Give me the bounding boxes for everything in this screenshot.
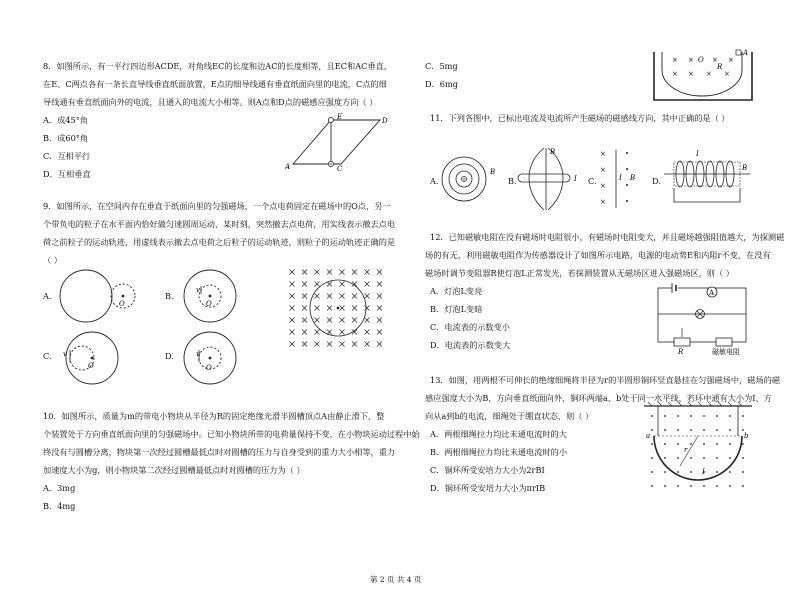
q9-line-2: 个带负电的粒子在水平面内恰好做匀速圆周运动，某时刻，突然撤去点电荷，用实线表示撤去点电	[43, 219, 396, 229]
field-dot-mark	[664, 415, 666, 417]
velocity-v: v	[196, 286, 200, 294]
point-o: O	[88, 362, 94, 370]
field-dot-mark	[742, 429, 744, 431]
field-dot-mark	[729, 471, 731, 473]
svg-text:×: ×	[600, 150, 606, 158]
svg-text:×: ×	[688, 70, 694, 78]
label-a: A	[285, 163, 291, 171]
field-dot-mark	[651, 429, 653, 431]
q12-option-b: B．灯泡L变暗	[430, 304, 483, 314]
field-dot-mark	[729, 485, 731, 487]
field-dot-mark	[729, 415, 731, 417]
q13-line-2: 感应强度大小为B，方向垂直纸面向外，铜环两端a、b处于同一水平线，若环中通有大小为I、方	[425, 393, 772, 403]
field-dot-mark	[742, 457, 744, 459]
q10-line-3: 终没有与圆槽分离，物块第一次经过圆槽最低点时对圆槽的压力与自身受到的重力大小相等，重力	[43, 447, 396, 457]
label-b: B	[742, 164, 748, 172]
label-b: B	[490, 168, 496, 176]
label-b: b	[744, 432, 749, 440]
q13-copper-ring-figure	[640, 400, 756, 496]
field-dot-mark	[703, 443, 705, 445]
q9-line-3: 荷之前粒子的运动轨迹，用虚线表示撤去点电荷之后粒子的运动轨迹，则粒子的运动轨迹正确的是	[43, 237, 396, 247]
label-i: I	[574, 175, 577, 183]
ammeter-label: A	[709, 289, 715, 297]
label-o: O	[698, 56, 704, 64]
field-dot-mark	[729, 443, 731, 445]
q12-line-2: 场的有无，利用磁敏电阻作为传感器设计了如图所示电路，电源的电动势E和内阻r不变，在没有	[425, 250, 771, 260]
q9-line-1: 9．如图所示，在空间内存在垂直于纸面向里的匀强磁场，一个点电荷固定在磁场中的O点，另一	[43, 201, 391, 211]
q11-option-a-figure	[440, 148, 504, 210]
q12-option-c: C．电流表的示数变小	[430, 322, 510, 332]
q9-line-4: （ ）	[43, 255, 62, 265]
q12-option-a: A．灯泡L变亮	[430, 286, 483, 296]
field-dot-mark	[651, 457, 653, 459]
field-dot-mark	[664, 443, 666, 445]
q11-line: 11．下列各图中，已标出电流及电流所产生磁场的磁感线方向，其中正确的是（ ）	[430, 113, 730, 123]
svg-text:×: ×	[672, 70, 678, 78]
q11-option-d-letter: D.	[652, 176, 661, 186]
field-dot-mark	[742, 471, 744, 473]
label-b: B	[630, 174, 636, 182]
q9-option-c-letter: C.	[43, 351, 52, 361]
field-dot-mark	[651, 415, 653, 417]
svg-text:×: ×	[706, 70, 712, 78]
field-dot-mark	[716, 457, 718, 459]
field-dot-mark	[729, 429, 731, 431]
label-i: I	[619, 174, 622, 182]
q9-option-a-figure	[58, 266, 148, 328]
svg-text:×: ×	[600, 166, 606, 174]
svg-text:×: ×	[712, 56, 718, 64]
field-dot-mark	[677, 443, 679, 445]
q10-line-4: 加速度大小为g，则小物块第二次经过圆槽最低点时对圆槽的压力为（ ）	[43, 465, 305, 475]
field-dot-mark	[690, 429, 692, 431]
svg-text:×: ×	[600, 198, 606, 206]
label-e: E	[337, 113, 343, 121]
q13-line-1: 13．如图，用两根不可伸长的绝缘细绳将半径为r的半圆形铜环竖直悬挂在匀强磁场中，磁场的磁	[430, 375, 781, 385]
q12-line-1: 12．已知磁敏电阻在没有磁场时电阻很小，有磁场时电阻变大，并且磁场越强阻值越大，为探测磁	[430, 232, 785, 242]
label-a: A	[743, 49, 749, 57]
q10-option-c: C．5mg	[425, 61, 458, 71]
q8-line-1: 8．如图所示，有一平行四边形ACDE，对角线EC的长度和边AC的长度相等，且EC和AC垂直，	[43, 61, 392, 71]
q11-option-d-figure	[662, 146, 752, 212]
label-r: R	[717, 63, 723, 71]
field-dot-mark	[677, 485, 679, 487]
q13-option-a: A．两根细绳拉力均比未通电流时的大	[430, 429, 567, 439]
q13-option-b: B．两根细绳拉力均比未通电流时的小	[430, 447, 568, 457]
q10-line-2: 个装置处于方向垂直纸面向里的匀强磁场中。已知小物块所带的电荷量保持不变，在小物块运动过程中始	[43, 429, 420, 439]
q10-option-b: B．4mg	[43, 501, 76, 511]
field-dot-mark	[716, 415, 718, 417]
field-dot-mark	[716, 443, 718, 445]
svg-text:×: ×	[728, 56, 734, 64]
field-dot-mark	[664, 457, 666, 459]
q9-magnetic-field-grid	[286, 266, 386, 350]
label-i: I	[702, 468, 705, 476]
label-c: C	[337, 165, 343, 172]
field-dot-mark	[716, 485, 718, 487]
field-dot-mark	[651, 471, 653, 473]
field-dot-mark	[664, 485, 666, 487]
q10-option-a: A．3mg	[43, 483, 76, 493]
field-dot-mark	[716, 471, 718, 473]
q13-line-3: 向从a到b的电流，细绳处于绷直状态，则（ ）	[425, 411, 594, 421]
field-dot-mark	[716, 429, 718, 431]
q10-groove-figure	[648, 48, 758, 106]
svg-text:×: ×	[724, 70, 730, 78]
field-dot-mark	[664, 471, 666, 473]
q11-option-b-figure	[516, 146, 586, 212]
svg-text:×: ×	[672, 56, 678, 64]
q10-option-d: D．6mg	[425, 79, 458, 89]
label-d: D	[382, 117, 388, 125]
sensor-label: 磁敏电阻	[712, 348, 740, 356]
point-o: O	[206, 364, 212, 372]
field-dot-mark	[742, 415, 744, 417]
field-dot-mark	[742, 443, 744, 445]
svg-text:×: ×	[688, 56, 694, 64]
label-a: a	[646, 432, 651, 440]
label-i: I	[696, 150, 699, 158]
field-dot-mark	[677, 471, 679, 473]
q9-option-b-letter: B.	[165, 291, 174, 301]
field-dot-mark	[677, 415, 679, 417]
q11-option-a-letter: A.	[430, 176, 439, 186]
q9-option-b-figure	[176, 266, 266, 328]
q8-option-a: A．成45°角	[43, 115, 88, 125]
q8-line-2: 在E、C两点各有一条长直导线垂直纸面放置，E点的细导线通有垂直纸面向里的电流，C点的细	[43, 79, 387, 89]
q9-option-d-figure	[176, 326, 266, 388]
label-r: R	[678, 348, 684, 356]
q13-option-c: C．铜环所受安培力大小为2rBI	[430, 465, 545, 475]
q13-option-d: D．铜环所受安培力大小为πrIB	[430, 483, 546, 493]
point-o: O	[206, 300, 212, 308]
velocity-v: v	[196, 350, 200, 358]
q12-line-3: 磁场时调节变阻器R使灯泡L正常发光，若探测装置从无磁场区进入强磁场区，则（ ）	[425, 268, 734, 278]
field-dot-mark	[690, 457, 692, 459]
q11-option-c-letter: C.	[588, 176, 597, 186]
field-dot-mark	[690, 471, 692, 473]
q9-option-c-figure	[58, 326, 148, 388]
q9-option-a-letter: A.	[43, 291, 52, 301]
svg-text:×: ×	[600, 182, 606, 190]
label-r: r	[684, 446, 688, 454]
q11-option-c-figure	[596, 146, 642, 212]
field-dot-mark	[651, 485, 653, 487]
field-dot-mark	[742, 485, 744, 487]
field-dot-mark	[677, 429, 679, 431]
label-b: B	[550, 148, 556, 156]
field-dot-mark	[664, 429, 666, 431]
q8-line-3: 导线通有垂直纸面向外的电流，且通入的电流大小相等。则A点和D点的磁感应强度方向（ ）	[43, 97, 378, 107]
q10-line-1: 10．如图所示，质量为m的带电小物块从半径为R的固定绝缘光滑半圆槽顶点A由静止滑下，整	[43, 411, 385, 421]
q12-option-d: D．电流表的示数变大	[430, 340, 511, 350]
field-dot-mark	[703, 415, 705, 417]
field-dot-mark	[703, 457, 705, 459]
field-dot-mark	[703, 485, 705, 487]
field-dot-mark	[703, 429, 705, 431]
field-dot-mark	[690, 443, 692, 445]
q8-parallelogram-figure	[285, 112, 390, 172]
q12-circuit-figure	[650, 280, 756, 356]
field-dot-mark	[651, 443, 653, 445]
field-dot-mark	[677, 457, 679, 459]
q8-option-c: C．互相平行	[43, 151, 91, 161]
field-dot-mark	[729, 457, 731, 459]
field-dot-mark	[690, 415, 692, 417]
velocity-v: v	[63, 350, 67, 358]
point-o: O	[119, 300, 125, 308]
q8-option-d: D．互相垂直	[43, 169, 91, 179]
q8-option-b: B．成60°角	[43, 133, 89, 143]
q11-option-b-letter: B.	[508, 176, 517, 186]
field-dot-mark	[690, 485, 692, 487]
page-footer: 第 2 页 共 4 页	[370, 575, 422, 584]
q9-option-d-letter: D.	[165, 351, 174, 361]
